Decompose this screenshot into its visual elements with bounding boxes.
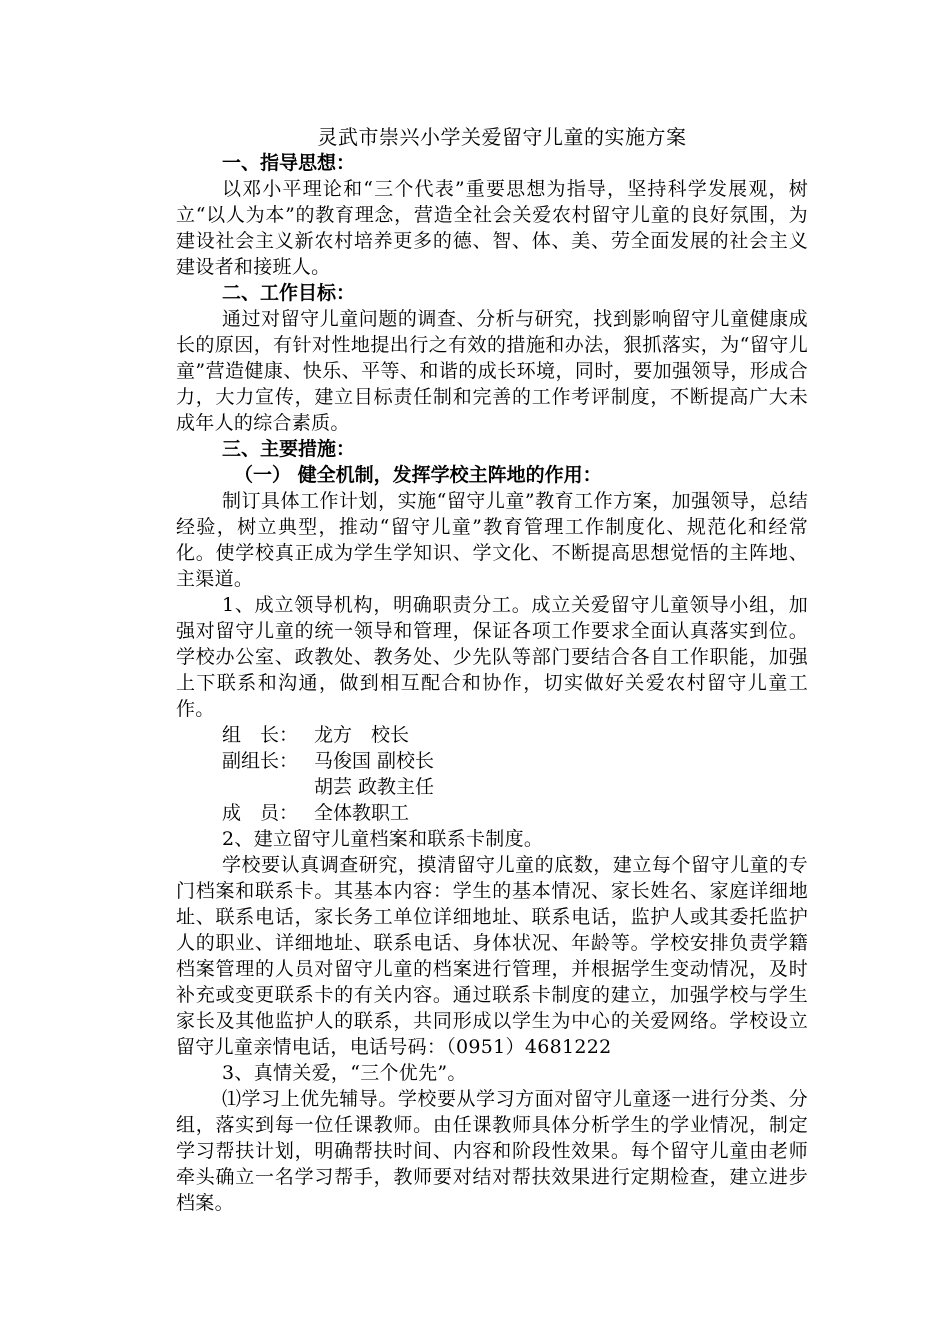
measure-item-archive-heading: 2、建立留守儿童档案和联系卡制度。	[222, 828, 544, 850]
subsection-body-mechanism: 制订具体工作计划，实施“留守儿童”教育工作方案，加强领导，总结经验，树立典型，推动“留守儿童”教育管理工作制度化、规范化和经常化。使学校真正成为学生学知识、学文化、不断提高思想觉悟的主阵地、主渠道。	[176, 490, 808, 590]
subsection-heading-mechanism: （一） 健全机制，发挥学校主阵地的作用：	[234, 464, 602, 486]
document-body	[176, 124, 808, 1216]
roster-deputy-role: 副组长：	[222, 750, 299, 772]
measure-item-archive-body: 学校要认真调查研究，摸清留守儿童的底数，建立每个留守儿童的专门档案和联系卡。其基本内容：学生的基本情况、家长姓名、家庭详细地址、联系电话，家长务工单位详细地址、联系电话，监护人或其委托监护人的职业、详细地址、联系电话、身体状况、年龄等。学校安排负责学籍档案管理的人员对留守儿童的档案进行管理，并根据学生变动情况，及时补充或变更联系卡的有关内容。通过联系卡制度的建立，加强学校与学生家长及其他监护人的联系，共同形成以学生为中心的关爱网络。学校设立留守儿童亲情电话，电话号码：（0951）4681222	[176, 854, 808, 1058]
roster-leader-row	[176, 722, 808, 748]
roster-deputy-value-1: 马俊国 副校长	[314, 750, 435, 772]
measure-item-care-heading: 3、真情关爱，“三个优先”。	[222, 1062, 467, 1084]
roster-members-row	[176, 800, 808, 826]
roster-leader-role: 组 长：	[222, 724, 299, 746]
roster-deputy-value-2: 胡芸 政教主任	[314, 776, 435, 798]
section-heading-work-goals: 二、工作目标：	[222, 282, 356, 304]
roster-leader-value: 龙方 校长	[314, 724, 410, 746]
roster-deputy-row	[176, 748, 808, 774]
measure-item-care-body: ⑴学习上优先辅导。学校要从学习方面对留守儿童逐一进行分类、分组，落实到每一位任课教师。由任课教师具体分析学生的学业情况，制定学习帮扶计划，明确帮扶时间、内容和阶段性效果。每个留守儿童由老师牵头确立一名学习帮手，教师要对结对帮扶效果进行定期检查，建立进步档案。	[176, 1088, 808, 1214]
measure-item-leadership: 1、成立领导机构，明确职责分工。成立关爱留守儿童领导小组，加强对留守儿童的统一领导和管理，保证各项工作要求全面认真落实到位。学校办公室、政教处、教务处、少先队等部门要结合各自工作职能，加强上下联系和沟通，做到相互配合和协作，切实做好关爱农村留守儿童工作。	[176, 594, 808, 720]
section-body-work-goals: 通过对留守儿童问题的调查、分析与研究，找到影响留守儿童健康成长的原因，有针对性地提出行之有效的措施和办法，狠抓落实，为“留守儿童”营造健康、快乐、平等、和谐的成长环境，同时，要加强领导，形成合力，大力宣传，建立目标责任制和完善的工作考评制度，不断提高广大未成年人的综合素质。	[176, 308, 808, 434]
document-title: 灵武市崇兴小学关爱留守儿童的实施方案	[317, 125, 687, 149]
roster-members-value: 全体教职工	[314, 802, 410, 824]
section-heading-guiding-ideology: 一、指导思想：	[222, 152, 356, 174]
section-heading-main-measures: 三、主要措施：	[222, 438, 356, 460]
roster-members-role: 成 员：	[222, 802, 299, 824]
roster-deputy-row-2	[176, 774, 808, 800]
section-body-guiding-ideology: 以邓小平理论和“三个代表”重要思想为指导，坚持科学发展观，树立“以人为本”的教育理念，营造全社会关爱农村留守儿童的良好氛围，为建设社会主义新农村培养更多的德、智、体、美、劳全面发展的社会主义建设者和接班人。	[176, 178, 808, 278]
